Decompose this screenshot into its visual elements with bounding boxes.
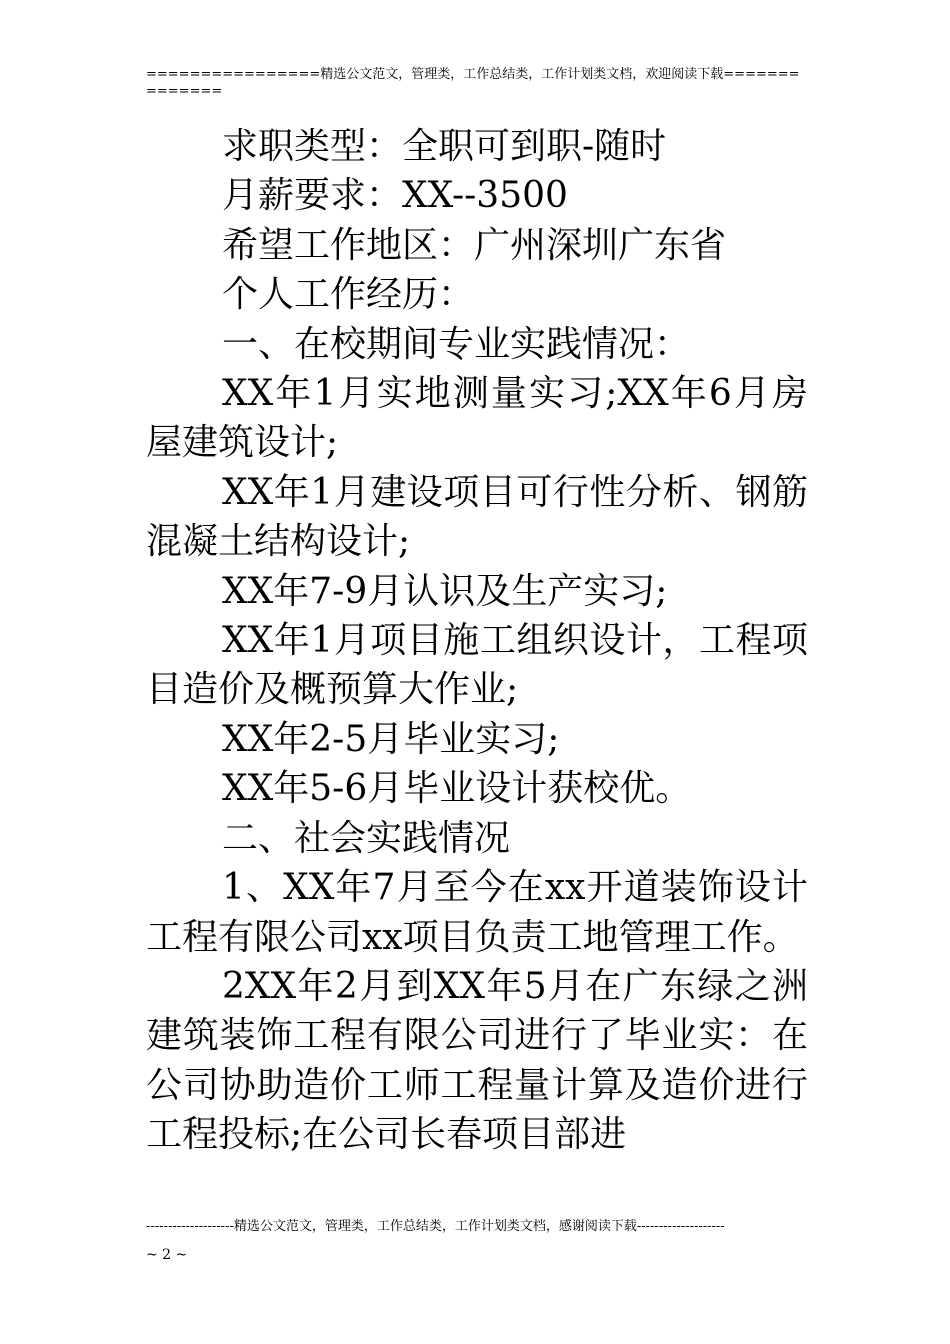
paragraph-practice-item: XX年5-6月毕业设计获校优。 [222, 768, 692, 810]
section-heading-social-practice: 二、社会实践情况 [222, 817, 511, 859]
section-heading-school-practice: 一、在校期间专业实践情况： [222, 323, 691, 365]
page-number: ~ 2 ~ [146, 1247, 188, 1263]
paragraph-practice-item: XX年1月实地测量实习;XX年6月房屋建筑设计; [146, 373, 808, 464]
paragraph-practice-item: XX年1月建设项目可行性分析、钢筋混凝土结构设计; [146, 471, 808, 563]
document-body [146, 122, 808, 1160]
paragraph-location: 希望工作地区：广州深圳广东省 [222, 224, 727, 266]
paragraph-salary: 月薪要求：XX--3500 [222, 175, 568, 217]
paragraph-practice-item: XX年7-9月认识及生产实习; [222, 570, 668, 612]
paragraph-job-type: 求职类型：全职可到职-随时 [222, 126, 667, 167]
paragraph-experience-heading: 个人工作经历： [222, 274, 475, 316]
paragraph-social-item: 2XX年2月到XX年5月在广东绿之洲建筑装饰工程有限公司进行了毕业实：在公司协助造价工师工程量计算及造价进行工程投标;在公司长春项目部进 [146, 965, 808, 1156]
paragraph-practice-item: XX年2-5月毕业实习; [222, 718, 560, 760]
page-header: ================精选公文范文，管理类，工作总结类，工作计划类文档，欢迎阅读下载============== [146, 67, 800, 99]
page-footer: --------------------精选公文范文，管理类，工作总结类，工作计划类文档，感谢阅读下载-------------------- [146, 1219, 725, 1234]
paragraph-practice-item: XX年1月项目施工组织设计，工程项目造价及概预算大作业; [146, 620, 808, 711]
paragraph-social-item: 1、XX年7月至今在xx开道装饰设计工程有限公司xx项目负责工地管理工作。 [146, 867, 808, 958]
